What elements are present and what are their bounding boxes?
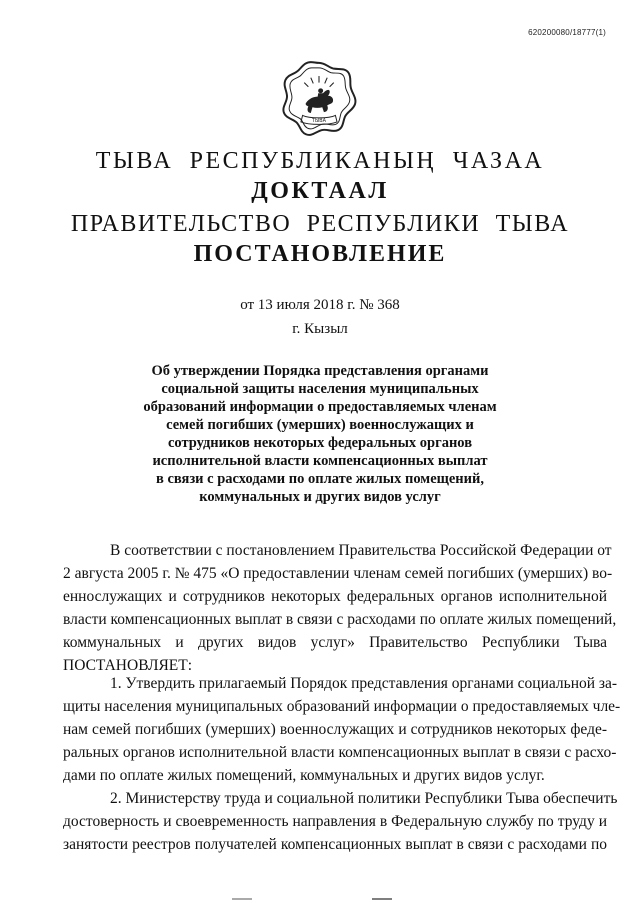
text-line: В соответствии с постановлением Правительства Российской Федерации от bbox=[110, 542, 612, 559]
text-line: 2. Министерству труда и социальной политики Республики Тыва обеспечить bbox=[110, 790, 618, 807]
emblem-label: ТЫВА bbox=[311, 117, 327, 124]
text-line: занятости реестров получателей компенсационных выплат в связи с расходами по bbox=[63, 836, 607, 853]
title-line: образований информации о предоставляемых членам bbox=[143, 399, 497, 415]
title-line: в связи с расходами по оплате жилых помещений, bbox=[155, 471, 484, 487]
text-line: коммунальных и других видов услуг» Правительство Республики Тыва bbox=[63, 634, 607, 651]
header-government: ПРАВИТЕЛЬСТВО РЕСПУБЛИКИ ТЫВА bbox=[70, 211, 570, 237]
title-line: Об утверждении Порядка представления органами bbox=[151, 363, 489, 379]
text-line: дами по оплате жилых помещений, коммунальных и других видов услуг. bbox=[63, 767, 545, 784]
decree-city: г. Кызыл bbox=[292, 321, 348, 337]
decree-title bbox=[100, 362, 540, 506]
text-line: еннослужащих и сотрудников некоторых федеральных органов исполнительной bbox=[63, 588, 607, 605]
text-line: нам семей погибших (умерших) военнослужащих и сотрудников некоторых феде- bbox=[63, 721, 607, 738]
title-line: семей погибших (умерших) военнослужащих и bbox=[166, 417, 474, 433]
decree-date-number: от 13 июля 2018 г. № 368 bbox=[240, 297, 400, 313]
text-line: ральных органов исполнительной власти компенсационных выплат в связи с расхо- bbox=[63, 744, 617, 761]
preamble-paragraph bbox=[63, 539, 617, 677]
text-line: достоверность и своевременность направления в Федеральную службу по труду и bbox=[63, 813, 607, 830]
text-line: щиты населения муниципальных образований информации о предоставляемых чле- bbox=[63, 698, 621, 715]
header-tuvan-government: ТЫВА РЕСПУБЛИКАНЫҢ ЧАЗАА bbox=[95, 148, 545, 174]
text-line: ПОСТАНОВЛЯЕТ: bbox=[63, 657, 193, 674]
scan-marks bbox=[0, 893, 640, 905]
title-line: исполнительной власти компенсационных выплат bbox=[152, 453, 488, 469]
header-tuvan-decree: ДОКТААЛ bbox=[251, 178, 389, 204]
title-line: сотрудников некоторых федеральных органов bbox=[167, 435, 473, 451]
decree-items bbox=[63, 672, 621, 856]
text-line: власти компенсационных выплат в связи с расходами по оплате жилых помещений, bbox=[63, 611, 617, 628]
header-decree: ПОСТАНОВЛЕНИЕ bbox=[193, 241, 447, 267]
text-line: 2 августа 2005 г. № 475 «О предоставлении членам семей погибших (умерших) во- bbox=[63, 565, 613, 582]
document-id: 620200080/18777(1) bbox=[528, 28, 606, 37]
emblem-icon bbox=[278, 58, 360, 140]
text-line: 1. Утвердить прилагаемый Порядок представления органами социальной за- bbox=[110, 675, 618, 692]
title-line: социальной защиты населения муниципальных bbox=[161, 381, 479, 397]
title-line: коммунальных и других видов услуг bbox=[199, 489, 441, 505]
